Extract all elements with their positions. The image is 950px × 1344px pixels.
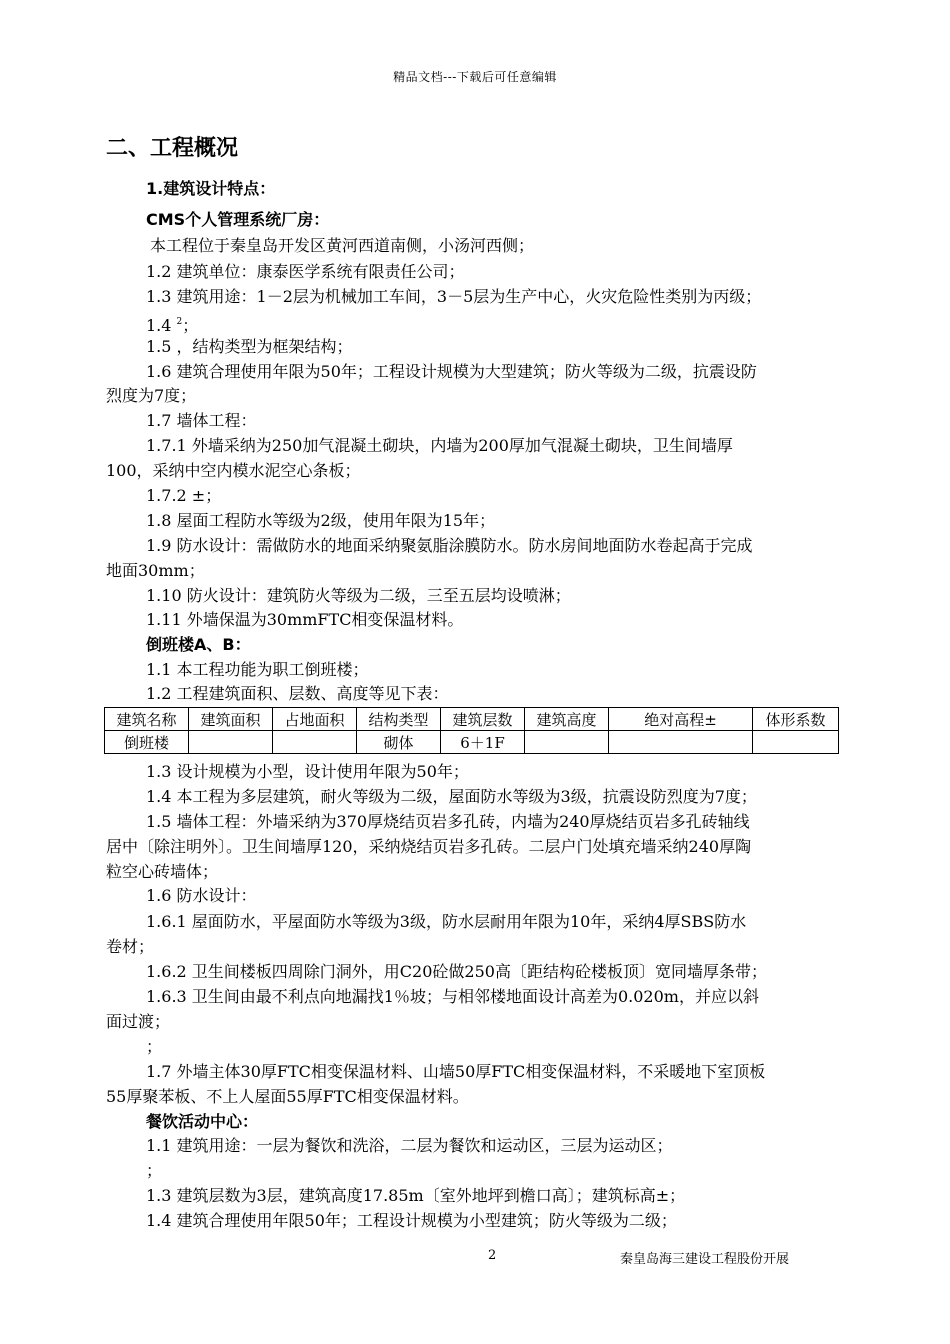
building-info-table	[104, 707, 839, 754]
paragraph-line: 1.8 屋面工程防水等级为2级，使用年限为15年；	[146, 511, 496, 530]
table-cell	[273, 731, 357, 754]
paragraph-line: 1.4 本工程为多层建筑，耐火等级为二级，屋面防水等级为3级，抗震设防烈度为7度；	[146, 787, 757, 806]
table-cell	[753, 731, 839, 754]
paragraph-line: 粒空心砖墙体；	[106, 862, 219, 881]
table-cell: 砌体	[357, 731, 441, 754]
paragraph-line: 1.9 防水设计：需做防水的地面采纳聚氨脂涂膜防水。防水房间地面防水卷起高于完成	[146, 536, 753, 555]
table-cell	[525, 731, 609, 754]
paragraph-line: 1.6.1 屋面防水，平屋面防水等级为3级，防水层耐用年限为10年，采纳4厚SBS防水	[146, 912, 747, 931]
paragraph-line: 1.6.3 卫生间由最不利点向地漏找1％坡；与相邻楼地面设计高差为0.020m，并应以斜	[146, 987, 759, 1006]
paragraph-line: 烈度为7度；	[106, 386, 197, 405]
paragraph-line: 面过渡；	[106, 1012, 171, 1031]
table-header-cell: 绝对高程±	[609, 708, 753, 731]
table-header-cell: 建筑高度	[525, 708, 609, 731]
paragraph-line: 1.6 防水设计：	[146, 886, 257, 905]
table-row	[105, 731, 839, 754]
line-text: 1.4	[146, 316, 177, 335]
paragraph-line: 1.3 建筑用途：1－2层为机械加工车间，3－5层为生产中心，火灾危险性类别为丙级；	[146, 287, 762, 306]
paragraph-line: ；	[146, 1161, 163, 1180]
table-header-row	[105, 708, 839, 731]
paragraph-line: 1.1 本工程功能为职工倒班楼；	[146, 660, 369, 679]
paragraph-line: 1.3 设计规模为小型，设计使用年限为50年；	[146, 762, 469, 781]
building-heading-dormitory: 倒班楼A、B：	[146, 635, 251, 654]
footer-company: 秦皇岛海三建设工程股份开展	[620, 1252, 790, 1267]
paragraph-line: 1.5 墙体工程：外墙采纳为370厚烧结页岩多孔砖，内墙为240厚烧结页岩多孔砖轴线	[146, 812, 750, 831]
paragraph-line: 55厚聚苯板、不上人屋面55厚FTC相变保温材料。	[106, 1087, 469, 1106]
table-cell: 倒班楼	[105, 731, 189, 754]
line-text: ；	[182, 316, 199, 335]
paragraph-line: 1.6 建筑合理使用年限为50年；工程设计规模为大型建筑；防火等级为二级，抗震设防	[146, 362, 757, 381]
table-header-cell: 占地面积	[273, 708, 357, 731]
page-number: 2	[488, 1248, 497, 1263]
table-header-cell: 结构类型	[357, 708, 441, 731]
paragraph-line: 1.2 工程建筑面积、层数、高度等见下表：	[146, 684, 449, 703]
paragraph-line: 卷材；	[106, 937, 155, 956]
table-header-cell: 建筑面积	[189, 708, 273, 731]
building-heading-cms: CMS个人管理系统厂房：	[146, 210, 330, 229]
paragraph-line: 1.7.2 ±；	[146, 486, 222, 505]
paragraph-line	[146, 310, 198, 338]
paragraph-line: 1.7 墙体工程：	[146, 411, 257, 430]
paragraph-line: 居中〔除注明外〕。卫生间墙厚120，采纳烧结页岩多孔砖。二层户门处填充墙采纳240厚陶	[106, 837, 752, 856]
paragraph-line: 1.2 建筑单位：康泰医学系统有限责任公司；	[146, 262, 465, 281]
building-heading-dining: 餐饮活动中心：	[146, 1112, 259, 1131]
paragraph-line: 1.10 防火设计：建筑防火等级为二级，三至五层均设喷淋；	[146, 586, 571, 605]
paragraph-line: 1.4 建筑合理使用年限50年；工程设计规模为小型建筑；防火等级为二级；	[146, 1211, 677, 1230]
page-header: 精品文档---下载后可任意编辑	[393, 70, 557, 84]
section-title: 二、工程概况	[106, 136, 239, 161]
table-cell	[189, 731, 273, 754]
paragraph-line: 1.1 建筑用途：一层为餐饮和洗浴，二层为餐饮和运动区，三层为运动区；	[146, 1136, 673, 1155]
subsection-heading: 1.建筑设计特点：	[146, 179, 276, 198]
paragraph-line: 1.5 ，结构类型为框架结构；	[146, 337, 353, 356]
paragraph-line: 1.11 外墙保温为30mmFTC相变保温材料。	[146, 610, 464, 629]
paragraph-line: 100，采纳中空内模水泥空心条板；	[106, 461, 361, 480]
table-cell: 6＋1F	[441, 731, 525, 754]
superscript: 2	[176, 317, 183, 327]
paragraph-line: 本工程位于秦皇岛开发区黄河西道南侧，小汤河西侧；	[150, 236, 535, 255]
paragraph-line: 1.7 外墙主体30厚FTC相变保温材料、山墙50厚FTC相变保温材料，不采暖地下室顶板	[146, 1062, 766, 1081]
table-cell	[609, 731, 753, 754]
table-header-cell: 体形系数	[753, 708, 839, 731]
table-header-cell: 建筑名称	[105, 708, 189, 731]
paragraph-line: 1.6.2 卫生间楼板四周除门洞外，用C20砼做250高〔距结构砼楼板顶〕宽同墙厚条带；	[146, 962, 767, 981]
table-header-cell: 建筑层数	[441, 708, 525, 731]
paragraph-line: 1.3 建筑层数为3层，建筑高度17.85m〔室外地坪到檐口高〕；建筑标高±；	[146, 1186, 686, 1205]
paragraph-line: 地面30mm；	[106, 561, 205, 580]
paragraph-line: ；	[146, 1037, 163, 1056]
paragraph-line: 1.7.1 外墙采纳为250加气混凝土砌块，内墙为200厚加气混凝土砌块，卫生间墙厚	[146, 436, 733, 455]
